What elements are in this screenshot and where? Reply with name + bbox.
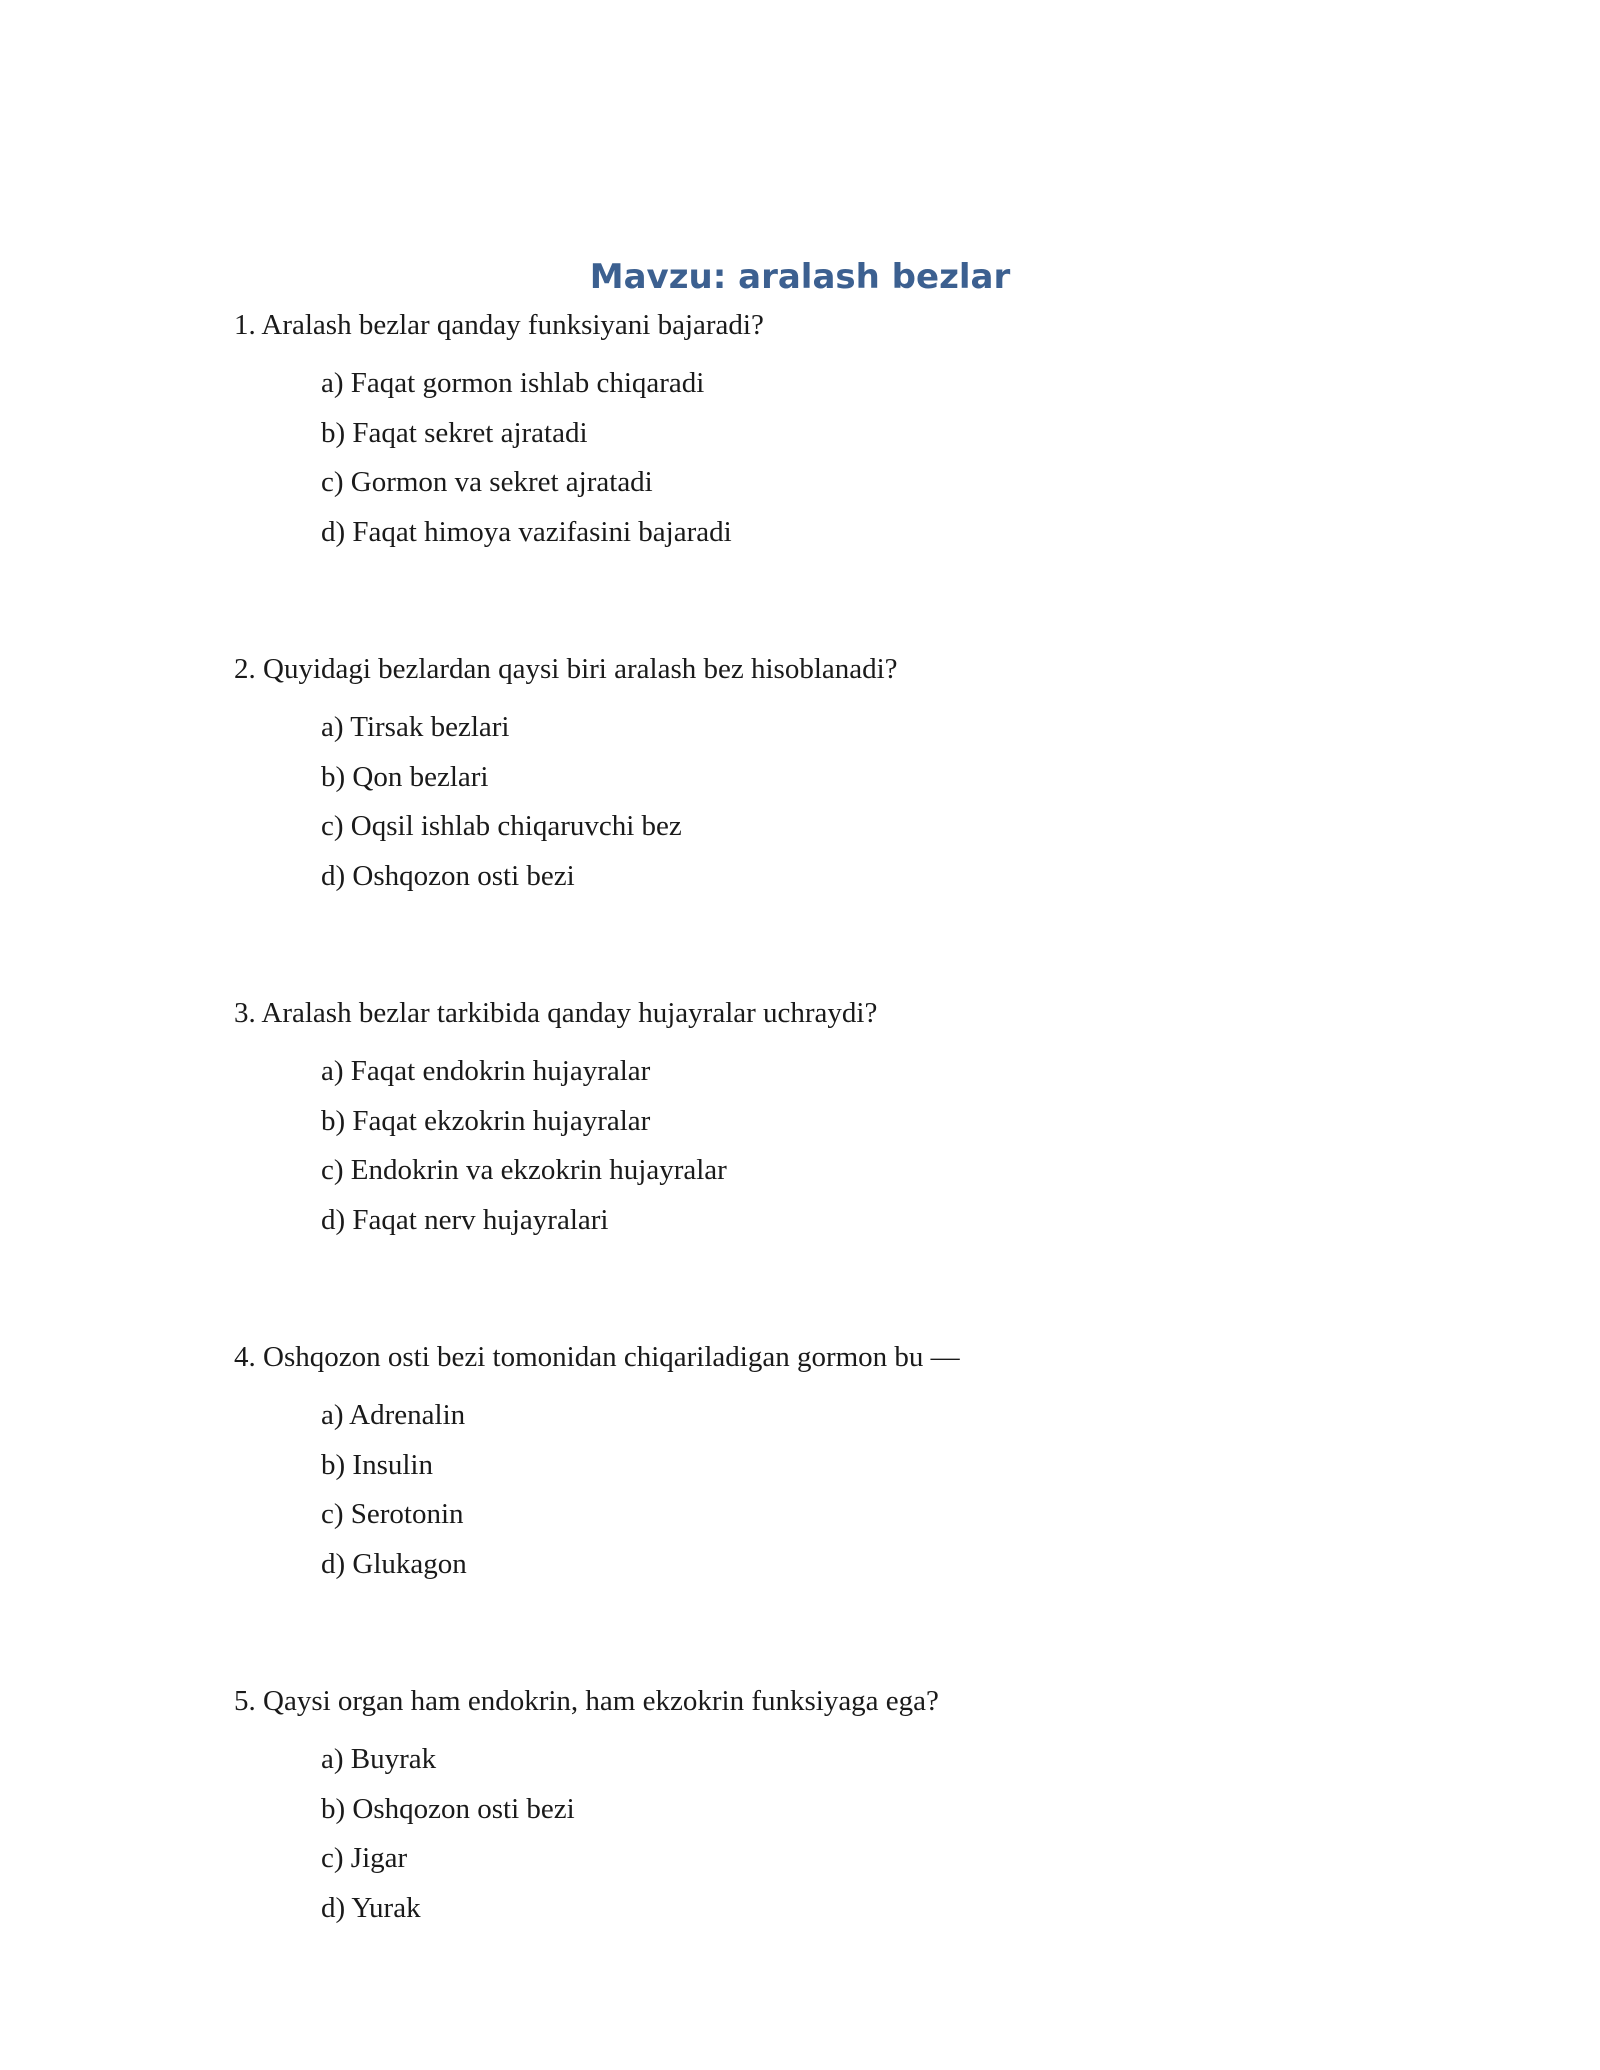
option-list: [234, 707, 1434, 905]
question-text: 5. Qaysi organ ham endokrin, ham ekzokrin funksiyaga ega?: [234, 1685, 939, 1717]
option-a: a) Tirsak bezlari: [321, 711, 510, 743]
option-d: d) Glukagon: [321, 1547, 467, 1580]
question-text: 2. Quyidagi bezlardan qaysi biri aralash bez hisoblanadi?: [234, 653, 898, 685]
option-c: c) Endokrin va ekzokrin hujayralar: [321, 1154, 727, 1186]
option-b: b) Faqat sekret ajratadi: [321, 416, 588, 449]
option-d: d) Faqat nerv hujayralari: [321, 1203, 609, 1236]
option-a: a) Faqat endokrin hujayralar: [321, 1055, 651, 1087]
option-a: a) Faqat gormon ishlab chiqaradi: [321, 367, 705, 399]
option-list: [234, 1051, 1434, 1249]
option-b: b) Insulin: [321, 1448, 433, 1481]
option-c: c) Oqsil ishlab chiqaruvchi bez: [321, 810, 682, 842]
page-title: Mavzu: aralash bezlar: [589, 257, 1011, 297]
option-list: [234, 1739, 1434, 1937]
option-c: c) Jigar: [321, 1842, 408, 1874]
question-2: [234, 649, 1434, 905]
question-text: 1. Aralash bezlar qanday funksiyani bajaradi?: [234, 309, 764, 341]
option-d: d) Faqat himoya vazifasini bajaradi: [321, 515, 732, 548]
option-c: c) Serotonin: [321, 1498, 464, 1530]
question-list: [234, 305, 1434, 2025]
question-5: [234, 1681, 1434, 1937]
option-list: [234, 363, 1434, 561]
question-4: [234, 1337, 1434, 1593]
option-b: b) Oshqozon osti bezi: [321, 1792, 575, 1825]
option-a: a) Adrenalin: [321, 1399, 466, 1431]
question-1: [234, 305, 1434, 561]
option-b: b) Qon bezlari: [321, 760, 489, 793]
question-text: 4. Oshqozon osti bezi tomonidan chiqariladigan gormon bu —: [234, 1341, 960, 1373]
question-text: 3. Aralash bezlar tarkibida qanday hujayralar uchraydi?: [234, 997, 878, 1029]
option-list: [234, 1395, 1434, 1593]
option-a: a) Buyrak: [321, 1743, 437, 1775]
option-c: c) Gormon va sekret ajratadi: [321, 466, 653, 498]
option-d: d) Oshqozon osti bezi: [321, 859, 575, 892]
option-b: b) Faqat ekzokrin hujayralar: [321, 1104, 651, 1137]
question-3: [234, 993, 1434, 1249]
option-d: d) Yurak: [321, 1891, 421, 1924]
